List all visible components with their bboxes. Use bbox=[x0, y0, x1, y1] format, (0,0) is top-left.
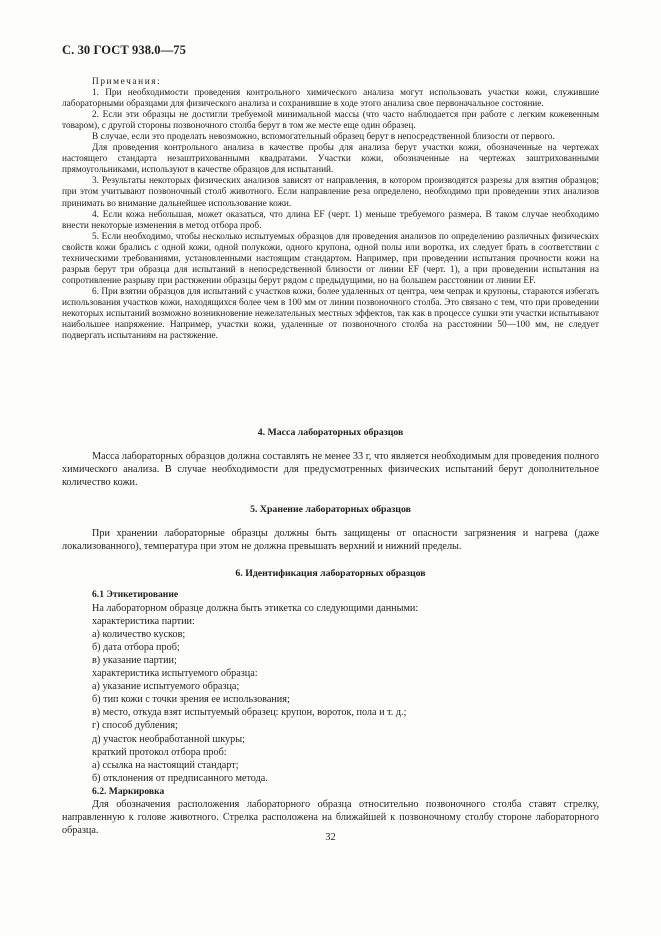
running-header: С. 30 ГОСТ 938.0—75 bbox=[62, 43, 186, 57]
section-5-text: При хранении лабораторные образцы должны быть защищены от опасности загрязнения и нагрева (даже локализованного), температура при этом не должна превышать верхний и нижний пределы. bbox=[62, 528, 599, 553]
subsection-6-2-text: Для обозначения расположения лабораторного образца относительно позвоночного столба ставят стрелку, направленную к голове животного. Стрелка расположена на ближайшей к позвоночному столбу стороне лабораторного образца. bbox=[62, 798, 599, 837]
note-paragraph: 1. При необходимости проведения контрольного химического анализа могут использовать участки кожи, служившие лабораторными образцами для физического анализа и сохранившие в ходе этого анализа свое первоначальное состояние. bbox=[62, 88, 599, 110]
note-paragraph: 5. Если необходимо, чтобы несколько испытуемых образцов для проведения анализов по определению различных физических свойств кожи брались с одной кожи, одной полукожи, одного крупона, одной полы или воротка, их следует брать в соответствии с техническими требованиями, установленными настоящим стандартом. Например, при проведении испытания прочности кожи на разрыв берут три образца для испытаний в непосредственной близости от линии EF (черт. 1), а при проведении испытания на сопротивление разрыву при растяжении образцы берут рядом с предыдущими, но на большем расстоянии от линии EF. bbox=[62, 231, 599, 286]
label-line: б) тип кожи с точки зрения ее использования; bbox=[92, 694, 290, 706]
notes-heading: Примечания: bbox=[92, 77, 162, 87]
section-5-title: 5. Хранение лабораторных образцов bbox=[250, 504, 411, 516]
note-paragraph: 3. Результаты некоторых физических анализов зависят от направления, в котором производятся разрезы для взятия образцов; при этом учитывают позвоночный столб животного. Если направление реза определено, необходимо при проведении этих анализов принимать во внимание дальнейшее использование кожи. bbox=[62, 176, 599, 209]
label-line: характеристика испытуемого образца: bbox=[92, 668, 258, 680]
section-4-text: Масса лабораторных образцов должна составлять не менее 33 г, что является необходимым для проведения полного химического анализа. В случае необходимости для предусмотренных физических испытаний берут дополнительное количество кожи. bbox=[62, 451, 599, 489]
label-line: а) количество кусков; bbox=[92, 628, 186, 640]
label-line: а) указание испытуемого образца; bbox=[92, 681, 240, 693]
label-line: в) указание партии; bbox=[92, 654, 177, 666]
subsection-6-1-title: 6.1 Этикетирование bbox=[92, 589, 179, 601]
note-paragraph: В случае, если это проделать невозможно, вспомогательный образец берут в непосредственной близости от первого. bbox=[92, 132, 555, 143]
note-paragraph: 2. Если эти образцы не достигли требуемой минимальной массы (что часто наблюдается при работе с легким кожевенным товаром), с другой стороны позвоночного столба берут в том же месте еще один образец. bbox=[62, 110, 599, 132]
section-6-title: 6. Идентификация лабораторных образцов bbox=[235, 568, 426, 580]
main-body bbox=[62, 426, 599, 837]
label-line: а) ссылка на настоящий стандарт; bbox=[92, 759, 239, 771]
label-line: б) дата отбора проб; bbox=[92, 641, 180, 653]
label-line: в) место, откуда взят испытуемый образец: крупон, вороток, пола и т. д.; bbox=[92, 707, 407, 719]
section-4-title: 4. Масса лабораторных образцов bbox=[257, 427, 404, 438]
note-paragraph: Для проведения контрольного анализа в качестве пробы для анализа берут участки кожи, обозначенные на чертежах настоящего стандарта незаштрихованными квадратами. Участки кожи, обозначенные на чертежах заштрихованными прямоугольниками, используют в качестве образцов для испытаний. bbox=[62, 143, 599, 176]
notes-block bbox=[62, 77, 599, 342]
subsection-6-2-title: 6.2. Маркировка bbox=[92, 785, 165, 797]
label-line: д) участок необработанной шкуры; bbox=[92, 733, 245, 745]
label-line: б) отклонения от предписанного метода. bbox=[92, 772, 268, 784]
label-line: характеристика партии: bbox=[92, 615, 195, 627]
label-line: На лабораторном образце должна быть этикетка со следующими данными: bbox=[92, 602, 419, 614]
note-paragraph: 6. При взятии образцов для испытаний с участков кожи, более удаленных от центра, чем чепрак и крупоны, стараются избегать использования участков кожи, находящихся более чем в 100 мм от линии позвоночного столба. Это связано с тем, что при проведении некоторых испытаний возможно возникновение нежелательных местных эффектов, так как в процессе сушки эти участки испытывают наибольшее напряжение. Например, участки кожи, удаленные от позвоночного столба на расстоянии 50—100 мм, не следует подвергать испытаниям на растяжение. bbox=[62, 286, 599, 342]
label-line: краткий протокол отбора проб: bbox=[92, 746, 227, 758]
label-line: г) способ дубления; bbox=[92, 720, 178, 732]
note-paragraph: 4. Если кожа небольшая, может оказаться, что длина EF (черт. 1) меньше требуемого размера. В таком случае необходимо внести некоторые изменения в метод отбора проб. bbox=[62, 209, 599, 231]
page-number: 32 bbox=[325, 832, 336, 843]
